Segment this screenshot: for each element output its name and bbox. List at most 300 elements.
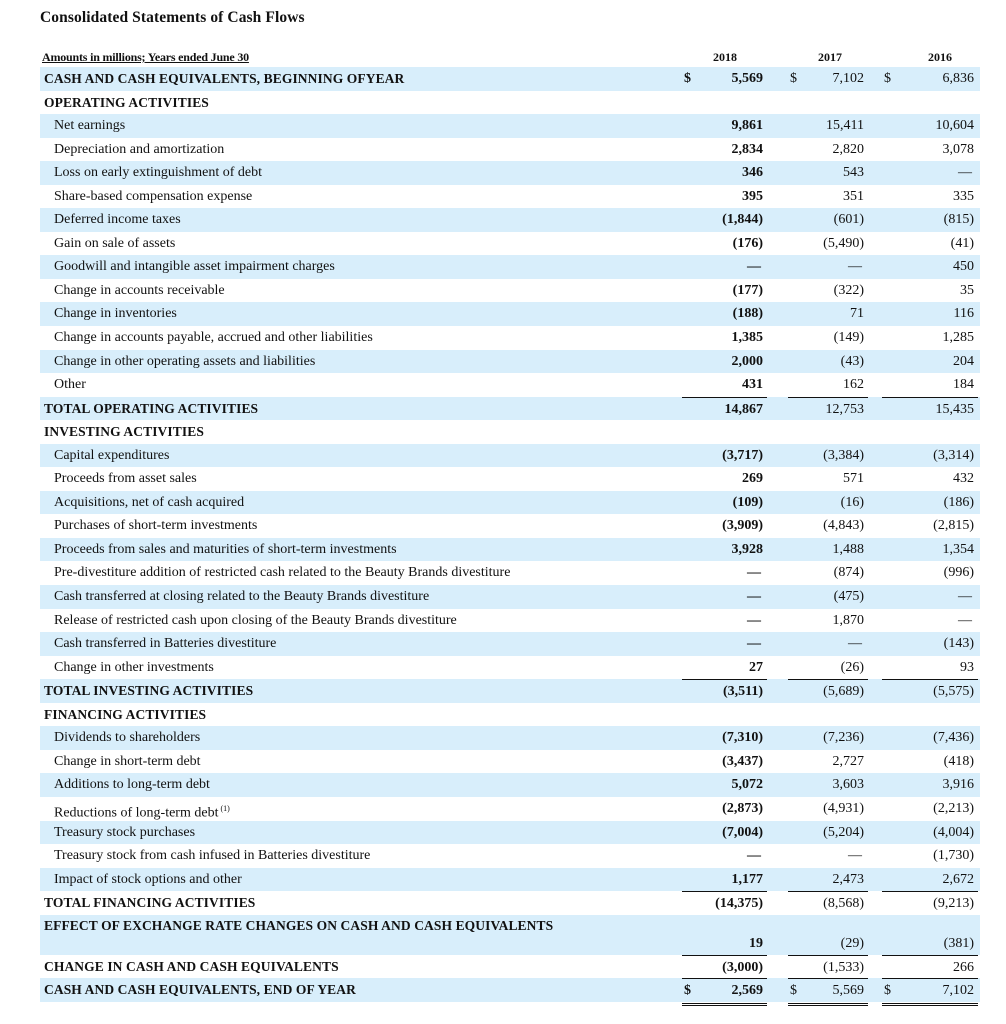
cell-value: (7,436)	[933, 730, 974, 746]
row-label-text: Change in inventories	[54, 306, 177, 322]
line-item-row	[40, 656, 980, 680]
cell-value: 395	[742, 188, 763, 204]
line-item-row	[40, 373, 980, 397]
value-cell-2017	[788, 868, 868, 892]
cell-value: (996)	[943, 565, 974, 581]
row-label-text: Additions to long-term debt	[54, 777, 210, 793]
cell-value: (7,236)	[823, 730, 864, 746]
value-cell-2016	[882, 978, 978, 1006]
cell-value: 1,285	[942, 330, 974, 346]
year-2018-header: 2018	[713, 50, 737, 64]
value-cell-2016	[882, 114, 978, 138]
row-label-text: OPERATING ACTIVITIES	[44, 94, 209, 110]
value-cell-2018	[682, 208, 767, 232]
value-cell-2018	[682, 561, 767, 585]
row-label	[44, 703, 206, 727]
cell-value: —	[747, 259, 761, 275]
value-cell-2017	[788, 585, 868, 609]
value-cell-2018	[682, 703, 767, 727]
row-label	[54, 208, 181, 232]
value-cell-2018	[682, 397, 767, 422]
value-cell-2018	[682, 797, 767, 821]
value-cell-2017	[788, 750, 868, 774]
row-label	[54, 302, 177, 326]
cell-value: (5,575)	[933, 684, 974, 700]
row-label-text: Proceeds from asset sales	[54, 471, 197, 487]
cell-value: —	[747, 565, 761, 581]
cell-value: 335	[953, 188, 974, 204]
cell-value: 5,569	[731, 71, 763, 86]
row-label-text: Acquisitions, net of cash acquired	[54, 494, 245, 510]
cell-value: (601)	[833, 212, 864, 228]
row-label	[54, 538, 397, 562]
value-cell-2018	[682, 161, 767, 185]
value-cell-2018	[682, 279, 767, 303]
value-cell-2018	[682, 656, 767, 680]
cell-value: (188)	[732, 306, 763, 322]
cell-value: 2,000	[731, 353, 763, 369]
cell-value: 12,753	[825, 401, 864, 417]
value-cell-2016	[882, 821, 978, 845]
row-label-text: Share-based compensation expense	[54, 188, 253, 204]
cell-value: (41)	[950, 235, 974, 251]
cell-value: —	[747, 848, 761, 864]
line-item-row	[40, 773, 980, 797]
cell-value: 5,569	[832, 983, 864, 999]
value-cell-2017	[788, 932, 868, 956]
value-cell-2017	[788, 91, 868, 115]
cell-value: (14,375)	[715, 896, 763, 912]
cell-value: 27	[749, 659, 763, 675]
cell-value: (874)	[833, 565, 864, 581]
value-cell-2018	[682, 868, 767, 892]
value-cell-2016	[882, 632, 978, 656]
value-cell-2017	[788, 444, 868, 468]
cell-value: 266	[953, 959, 974, 975]
section-row	[40, 978, 980, 1002]
cell-value: (43)	[840, 353, 864, 369]
cell-value: 9,861	[731, 118, 763, 134]
row-label-text: Change in other investments	[54, 659, 214, 675]
cell-value: 2,834	[731, 141, 763, 157]
year-2017-header: 2017	[818, 50, 842, 64]
row-label-text: Treasury stock from cash infused in Batteries divestiture	[54, 848, 371, 864]
row-label	[54, 185, 252, 209]
value-cell-2017	[788, 208, 868, 232]
cell-value: (3,717)	[722, 447, 763, 463]
value-cell-2016	[882, 444, 978, 468]
value-cell-2016	[882, 656, 978, 680]
row-label-text: Cash transferred at closing related to the Beauty Brands divestiture	[54, 589, 430, 605]
line-item-row	[40, 561, 980, 585]
value-cell-2017	[788, 161, 868, 185]
value-cell-2016	[882, 208, 978, 232]
cell-value: —	[747, 589, 761, 605]
cell-value: (8,568)	[823, 896, 864, 912]
cell-value: 450	[953, 259, 974, 275]
value-cell-2016	[882, 350, 978, 374]
row-label-text: TOTAL FINANCING ACTIVITIES	[44, 895, 256, 911]
row-label	[54, 350, 315, 374]
value-cell-2016	[882, 279, 978, 303]
cell-value: —	[848, 259, 862, 275]
cell-value: (177)	[732, 282, 763, 298]
row-label	[44, 397, 258, 421]
row-label-text: CHANGE IN CASH AND CASH EQUIVALENTS	[44, 958, 339, 974]
cell-value: 2,473	[832, 871, 864, 887]
row-label	[54, 750, 201, 774]
cell-value: (26)	[840, 659, 864, 675]
value-cell-2016	[882, 491, 978, 515]
row-label-text: Purchases of short-term investments	[54, 518, 258, 534]
cell-value: 15,411	[826, 118, 864, 134]
line-item-row	[40, 585, 980, 609]
line-item-row	[40, 538, 980, 562]
value-cell-2016	[882, 185, 978, 209]
line-item-row	[40, 467, 980, 491]
row-label	[54, 514, 257, 538]
value-cell-2017	[788, 891, 868, 916]
cell-value: —	[848, 636, 862, 652]
row-label	[54, 726, 200, 750]
line-item-row	[40, 609, 980, 633]
line-item-row	[40, 114, 980, 138]
cell-value: (3,909)	[722, 518, 763, 534]
value-cell-2016	[882, 932, 978, 956]
cell-value: (9,213)	[933, 896, 974, 912]
statement-title: Consolidated Statements of Cash Flows	[40, 9, 305, 26]
cell-value: (186)	[943, 494, 974, 510]
value-cell-2017	[788, 679, 868, 704]
line-item-row	[40, 279, 980, 303]
value-cell-2018	[682, 821, 767, 845]
value-cell-2018	[682, 726, 767, 750]
cell-value: (1,844)	[722, 212, 763, 228]
value-cell-2016	[882, 420, 978, 444]
row-label	[54, 373, 86, 397]
value-cell-2017	[788, 326, 868, 350]
cell-value: (3,437)	[722, 753, 763, 769]
row-label-text: Goodwill and intangible asset impairment charges	[54, 259, 335, 275]
value-cell-2018	[682, 350, 767, 374]
cell-value: 184	[953, 377, 974, 393]
row-label	[44, 978, 356, 1002]
line-item-row	[40, 868, 980, 892]
row-label	[54, 632, 276, 656]
cell-value: (3,384)	[823, 447, 864, 463]
row-label-text: Depreciation and amortization	[54, 141, 225, 157]
cell-value: (1,730)	[933, 848, 974, 864]
cell-value: (2,815)	[933, 518, 974, 534]
row-label-text: CASH AND CASH EQUIVALENTS, BEGINNING OFYEAR	[44, 71, 405, 86]
value-cell-2016	[882, 955, 978, 980]
cell-value: 2,569	[731, 983, 763, 999]
value-cell-2017	[788, 279, 868, 303]
cell-value: 2,672	[942, 871, 974, 887]
value-cell-2018	[682, 844, 767, 868]
row-label-text: Change in short-term debt	[54, 753, 201, 769]
value-cell-2018	[682, 891, 767, 916]
value-cell-2017	[788, 538, 868, 562]
line-item-row	[40, 302, 980, 326]
value-cell-2016	[882, 609, 978, 633]
value-cell-2017	[788, 656, 868, 680]
value-cell-2017	[788, 561, 868, 585]
cell-value: 71	[850, 306, 864, 322]
cell-value: 1,354	[942, 541, 974, 557]
row-label-text: Loss on early extinguishment of debt	[54, 165, 263, 181]
cell-value: —	[958, 612, 972, 628]
value-cell-2017	[788, 609, 868, 633]
cell-value: 204	[953, 353, 974, 369]
cell-value: 3,078	[942, 141, 974, 157]
value-cell-2016	[882, 679, 978, 704]
cell-value: 269	[742, 471, 763, 487]
cell-value: 162	[843, 377, 864, 393]
cell-value: 1,385	[731, 330, 763, 346]
line-item-row	[40, 208, 980, 232]
header-label: Amounts in millions; Years ended June 30	[42, 50, 249, 64]
value-cell-2017	[788, 491, 868, 515]
row-label	[54, 773, 210, 797]
row-label	[44, 679, 253, 703]
cell-value: 35	[960, 282, 974, 298]
section-row	[40, 67, 980, 91]
row-label	[54, 114, 125, 138]
cell-value: 1,177	[731, 871, 763, 887]
value-cell-2016	[882, 868, 978, 892]
line-item-row	[40, 491, 980, 515]
cell-value: (5,490)	[823, 235, 864, 251]
row-label-text: Net earnings	[54, 118, 126, 134]
row-label-text: Change in accounts receivable	[54, 282, 225, 298]
row-label	[54, 561, 510, 585]
value-cell-2016	[882, 255, 978, 279]
row-label-text: Change in other operating assets and liabilities	[54, 353, 316, 369]
value-cell-2018	[682, 609, 767, 633]
value-cell-2017	[788, 726, 868, 750]
row-label	[44, 955, 339, 979]
value-cell-2017	[788, 373, 868, 397]
row-label	[44, 91, 209, 115]
cell-value: (7,004)	[722, 824, 763, 840]
section-row	[40, 915, 980, 955]
value-cell-2017	[788, 797, 868, 821]
value-cell-2016	[882, 91, 978, 115]
cell-value: 351	[843, 188, 864, 204]
cell-value: 5,072	[731, 777, 763, 793]
row-label	[54, 232, 175, 256]
cell-value: (381)	[943, 935, 974, 951]
value-cell-2016	[882, 161, 978, 185]
row-label	[54, 467, 197, 491]
cell-value: —	[848, 848, 862, 864]
cell-value: 432	[953, 471, 974, 487]
value-cell-2017	[788, 844, 868, 868]
cash-flow-table	[40, 67, 980, 1002]
section-row	[40, 703, 980, 727]
value-cell-2018	[682, 955, 767, 980]
row-label-text: TOTAL INVESTING ACTIVITIES	[44, 683, 254, 699]
value-cell-2018	[682, 679, 767, 704]
line-item-row	[40, 750, 980, 774]
cell-value: 15,435	[935, 401, 974, 417]
total-row	[40, 891, 980, 915]
cell-value: (149)	[833, 330, 864, 346]
value-cell-2017	[788, 632, 868, 656]
row-label-text: Reductions of long-term debt	[54, 805, 219, 821]
value-cell-2016	[882, 703, 978, 727]
row-label	[54, 609, 457, 633]
value-cell-2017	[788, 467, 868, 491]
value-cell-2017	[788, 955, 868, 980]
row-label	[54, 868, 242, 892]
cell-value: —	[747, 636, 761, 652]
value-cell-2017	[788, 67, 868, 91]
cell-value: (475)	[833, 589, 864, 605]
value-cell-2018	[682, 932, 767, 956]
value-cell-2016	[882, 397, 978, 422]
section-row	[40, 955, 980, 979]
line-item-row	[40, 161, 980, 185]
value-cell-2017	[788, 350, 868, 374]
value-cell-2018	[682, 632, 767, 656]
row-label	[54, 585, 429, 609]
cell-value: 431	[742, 377, 763, 393]
row-label	[54, 279, 225, 303]
line-item-row	[40, 726, 980, 750]
cell-value: 14,867	[724, 401, 763, 417]
cell-value: 93	[960, 659, 974, 675]
cell-value: (3,000)	[722, 959, 763, 975]
cell-value: 3,916	[942, 777, 974, 793]
section-row	[40, 91, 980, 115]
cell-value: 571	[843, 471, 864, 487]
row-label-text: Cash transferred in Batteries divestiture	[54, 636, 277, 652]
row-label-text: Proceeds from sales and maturities of short-term investments	[54, 541, 397, 557]
row-label-text: EFFECT OF EXCHANGE RATE CHANGES ON CASH AND CASH EQUIVALENTS	[44, 917, 554, 933]
cell-value: (5,689)	[823, 684, 864, 700]
cell-value: (418)	[943, 753, 974, 769]
cell-value: 7,102	[832, 71, 864, 86]
value-cell-2016	[882, 138, 978, 162]
cell-value: (176)	[732, 235, 763, 251]
cell-value: 7,102	[942, 983, 974, 999]
value-cell-2016	[882, 232, 978, 256]
value-cell-2017	[788, 302, 868, 326]
line-item-row	[40, 444, 980, 468]
cell-value: (3,511)	[722, 684, 763, 700]
cell-value: —	[958, 589, 972, 605]
value-cell-2016	[882, 373, 978, 397]
value-cell-2017	[788, 514, 868, 538]
row-label-text: CASH AND CASH EQUIVALENTS, END OF YEAR	[44, 982, 356, 998]
value-cell-2018	[682, 114, 767, 138]
row-label-text: Dividends to shareholders	[54, 730, 201, 746]
row-label	[54, 326, 373, 350]
cell-value: (815)	[943, 212, 974, 228]
value-cell-2018	[682, 585, 767, 609]
currency-symbol: $	[684, 71, 691, 86]
row-label	[54, 255, 335, 279]
value-cell-2016	[882, 302, 978, 326]
value-cell-2017	[788, 397, 868, 422]
value-cell-2016	[882, 326, 978, 350]
row-label	[44, 420, 204, 444]
cell-value: 1,870	[832, 612, 864, 628]
value-cell-2017	[788, 185, 868, 209]
value-cell-2016	[882, 750, 978, 774]
column-header	[40, 47, 980, 65]
row-label	[54, 821, 195, 845]
row-label	[44, 918, 604, 934]
row-label-text: Other	[54, 377, 86, 393]
value-cell-2017	[788, 773, 868, 797]
value-cell-2017	[788, 255, 868, 279]
section-row	[40, 420, 980, 444]
value-cell-2016	[882, 726, 978, 750]
value-cell-2017	[788, 138, 868, 162]
value-cell-2017	[788, 420, 868, 444]
value-cell-2017	[788, 703, 868, 727]
value-cell-2018	[682, 232, 767, 256]
cell-value: (3,314)	[933, 447, 974, 463]
cell-value: 2,820	[832, 141, 864, 157]
value-cell-2018	[682, 978, 767, 1006]
row-label	[44, 891, 255, 915]
value-cell-2016	[882, 467, 978, 491]
value-cell-2016	[882, 538, 978, 562]
row-label-text: Deferred income taxes	[54, 212, 181, 228]
value-cell-2018	[682, 255, 767, 279]
row-label-text: Release of restricted cash upon closing of the Beauty Brands divestiture	[54, 612, 457, 628]
value-cell-2018	[682, 467, 767, 491]
cell-value: (4,843)	[823, 518, 864, 534]
cell-value: 19	[749, 935, 763, 951]
row-label-text: Capital expenditures	[54, 447, 170, 463]
row-label-text: Treasury stock purchases	[54, 824, 196, 840]
total-row	[40, 679, 980, 703]
cell-value: (1,533)	[823, 959, 864, 975]
value-cell-2017	[788, 978, 868, 1006]
cell-value: (29)	[840, 935, 864, 951]
line-item-row	[40, 185, 980, 209]
line-item-row	[40, 632, 980, 656]
row-label-text: FINANCING ACTIVITIES	[44, 706, 207, 722]
line-item-row	[40, 255, 980, 279]
row-label-text: Gain on sale of assets	[54, 235, 176, 251]
currency-symbol: $	[684, 983, 691, 999]
value-cell-2016	[882, 891, 978, 916]
value-cell-2018	[682, 373, 767, 397]
line-item-row	[40, 844, 980, 868]
value-cell-2018	[682, 326, 767, 350]
total-row	[40, 397, 980, 421]
value-cell-2016	[882, 561, 978, 585]
cell-value: 10,604	[935, 118, 974, 134]
value-cell-2018	[682, 444, 767, 468]
value-cell-2016	[882, 67, 978, 91]
line-item-row	[40, 326, 980, 350]
value-cell-2018	[682, 185, 767, 209]
currency-symbol: $	[884, 71, 891, 86]
value-cell-2018	[682, 138, 767, 162]
cell-value: (4,931)	[823, 800, 864, 816]
row-label	[54, 444, 169, 468]
value-cell-2018	[682, 420, 767, 444]
cell-value: 6,836	[942, 71, 974, 86]
cell-value: (7,310)	[722, 730, 763, 746]
